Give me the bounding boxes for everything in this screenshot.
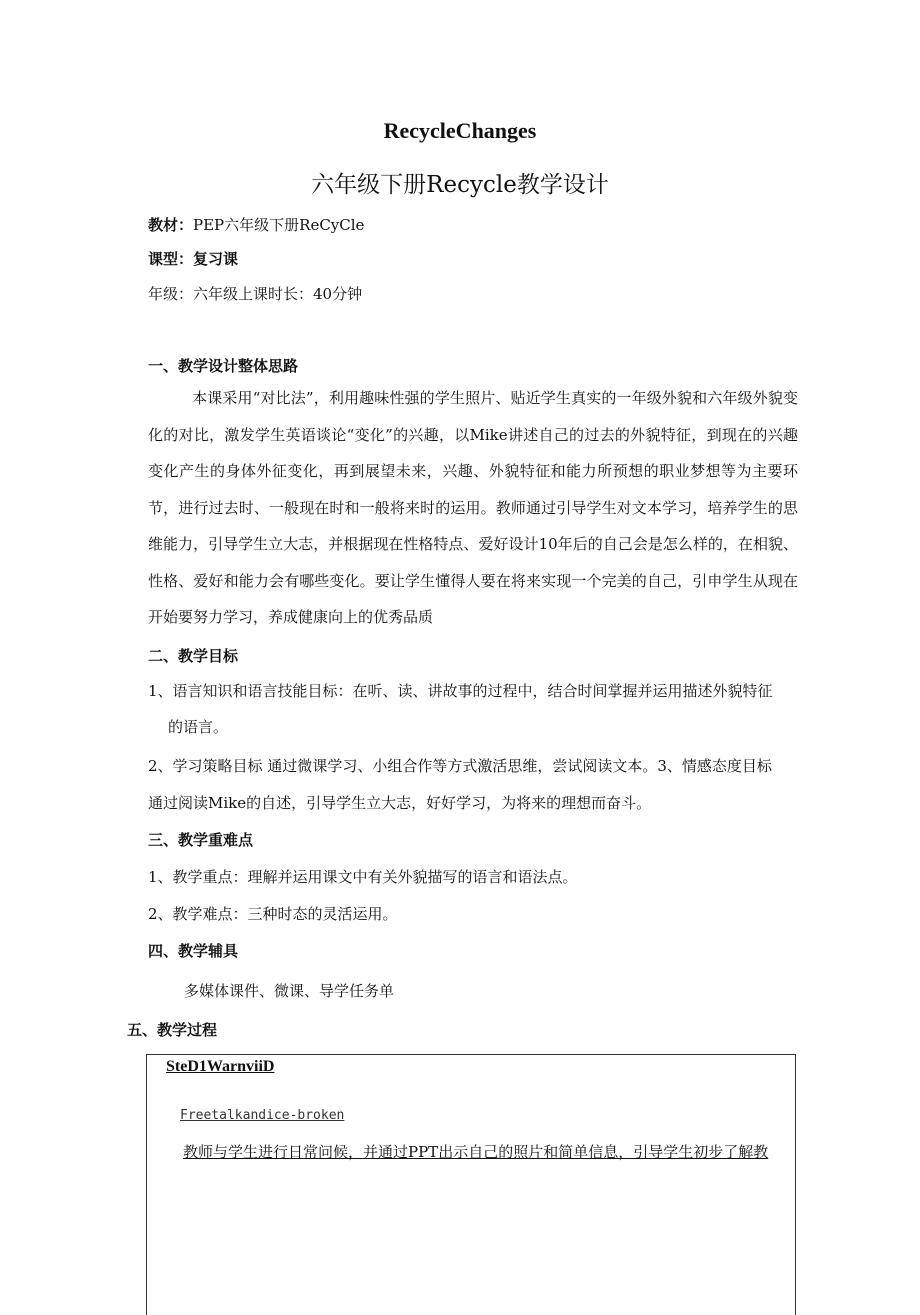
- textbook-value: PEP六年级下册ReCyCle: [193, 216, 365, 234]
- section-5-heading: 五、教学过程: [127, 1021, 218, 1039]
- section-1-paragraph: [148, 380, 798, 636]
- section-1-heading: 一、教学设计整体思路: [148, 357, 299, 375]
- difficult-point-line: 2、教学难点：三种时态的灵活运用。: [148, 905, 398, 923]
- teaching-aids-line: 多媒体课件、微课、导学任务单: [184, 982, 395, 1000]
- lesson-type-value: 复习课: [193, 250, 239, 268]
- free-talk-label: Freetalkandice-broken: [180, 1108, 345, 1123]
- lesson-type-label: 课型：: [148, 250, 194, 268]
- step-description: 教师与学生进行日常问候，并通过PPT出示自己的照片和简单信息，引导学生初步了解教: [183, 1143, 769, 1161]
- document-title: RecycleChanges: [383, 118, 537, 143]
- section-4-heading: 四、教学辅具: [148, 942, 239, 960]
- process-table-cell: [146, 1054, 796, 1315]
- objective-2-line-2: 通过阅读Mike的自述，引导学生立大志，好好学习，为将来的理想而奋斗。: [148, 794, 652, 812]
- textbook-label: 教材：: [148, 216, 194, 234]
- section-1-text: 本课采用“对比法”，利用趣味性强的学生照片、贴近学生真实的一年级外貌和六年级外貌变化的对比，激发学生英语谈论“变化”的兴趣，以Mike讲述自己的过去的外貌特征，到现在的兴趣变化产生的身体外征变化，再到展望未来，兴趣、外貌特征和能力所预想的职业梦想等为主要环节，进行过去时、一般现在时和一般将来时的运用。教师通过引导学生对文本学习，培养学生的思维能力，引导学生立大志，并根据现在性格特点、爱好设计10年后的自己会是怎么样的，在相貌、性格、爱好和能力会有哪些变化。要让学生懂得人要在将来实现一个完美的自己，引申学生从现在开始要努力学习，养成健康向上的优秀品质: [148, 389, 798, 626]
- objective-1-line-1: 1、语言知识和语言技能目标：在听、读、讲故事的过程中，结合时间掌握并运用描述外貌特征: [148, 682, 773, 700]
- key-point-line: 1、教学重点：理解并运用课文中有关外貌描写的语言和语法点。: [148, 868, 578, 886]
- section-3-heading: 三、教学重难点: [148, 831, 254, 849]
- document-subtitle: 六年级下册Recycle教学设计: [311, 172, 609, 198]
- textbook-line: [148, 214, 364, 235]
- grade-line: 年级：六年级上课时长：40分钟: [148, 285, 363, 303]
- objective-1-line-2: 的语言。: [168, 718, 229, 736]
- objective-2-line-1: 2、学习策略目标 通过微课学习、小组合作等方式激活思维，尝试阅读文本。3、情感态度目标: [148, 757, 772, 775]
- step-title: SteD1WarnviiD: [166, 1058, 275, 1075]
- lesson-type-line: [148, 248, 238, 269]
- section-2-heading: 二、教学目标: [148, 647, 239, 665]
